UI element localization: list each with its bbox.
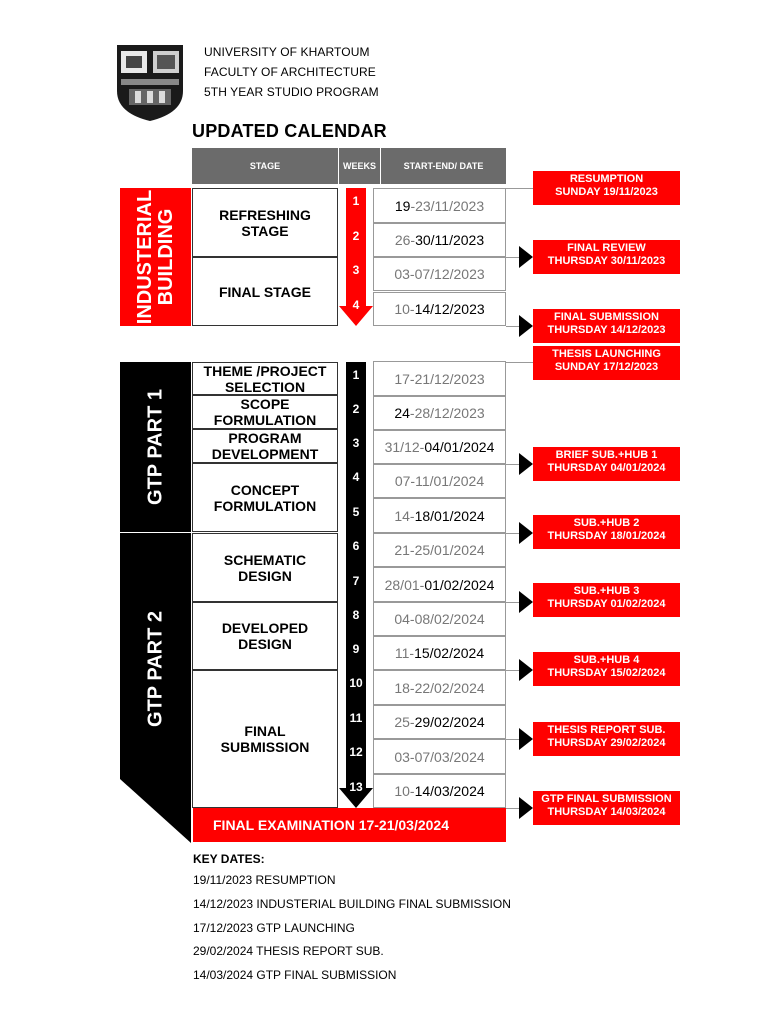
note-resumption: RESUMPTION SUNDAY 19/11/2023 <box>533 171 680 205</box>
note-sub-hub-3: SUB.+HUB 3 THURSDAY 01/02/2024 <box>533 583 680 617</box>
stage-concept-formulation: CONCEPT FORMULATION <box>192 463 338 532</box>
week-number: 11 <box>349 711 363 725</box>
week-date: 24 -28/12/2023 <box>373 396 506 430</box>
pointer-arrow-icon <box>519 797 533 819</box>
week-date: 25- 29/02/2024 <box>373 705 506 739</box>
note-thesis-report-sub: THESIS REPORT SUB. THURSDAY 29/02/2024 <box>533 722 680 756</box>
week-date: 03-07/12/2023 <box>373 257 506 291</box>
institution-line-2: FACULTY OF ARCHITECTURE <box>204 65 376 79</box>
week-number: 1 <box>352 368 360 382</box>
pointer-arrow-icon <box>519 659 533 681</box>
week-date: 19 -23/11/2023 <box>373 188 506 223</box>
group-label: GTP PART 2 <box>144 611 166 728</box>
week-date: 17-21/12/2023 <box>373 361 506 396</box>
week-date: 18-22/02/2024 <box>373 670 506 705</box>
stage-developed-design: DEVELOPED DESIGN <box>192 602 338 670</box>
stage-schematic-design: SCHEMATIC DESIGN <box>192 533 338 602</box>
header-date: START-END/ DATE <box>381 148 506 185</box>
note-thesis-launching: THESIS LAUNCHING SUNDAY 17/12/2023 <box>533 346 680 380</box>
header-weeks: WEEKS <box>339 148 380 185</box>
note-final-submission: FINAL SUBMISSION THURSDAY 14/12/2023 <box>533 309 680 343</box>
week-number: 10 <box>349 676 363 690</box>
pointer-arrow-icon <box>519 453 533 475</box>
key-date-item: 17/12/2023 GTP LAUNCHING <box>193 921 355 935</box>
institution-line-1: UNIVERSITY OF KHARTOUM <box>204 45 370 59</box>
note-sub-hub-4: SUB.+HUB 4 THURSDAY 15/02/2024 <box>533 652 680 686</box>
pointer-arrow-icon <box>519 246 533 268</box>
week-number: 4 <box>352 470 360 484</box>
week-date: 11- 15/02/2024 <box>373 636 506 670</box>
week-date: 26- 30/11/2023 <box>373 223 506 257</box>
connector <box>506 362 536 363</box>
week-number: 3 <box>352 436 360 450</box>
note-final-review: FINAL REVIEW THURSDAY 30/11/2023 <box>533 240 680 274</box>
week-date: 10- 14/03/2024 <box>373 774 506 808</box>
key-date-item: 19/11/2023 RESUMPTION <box>193 873 336 887</box>
week-date: 07-11/01/2024 <box>373 464 506 498</box>
week-number: 9 <box>352 642 360 656</box>
page-title: UPDATED CALENDAR <box>192 121 387 141</box>
stage-refreshing: REFRESHING STAGE <box>192 188 338 257</box>
connector <box>506 188 536 189</box>
key-date-item: 14/03/2024 GTP FINAL SUBMISSION <box>193 968 397 982</box>
key-date-item: 14/12/2023 INDUSTERIAL BUILDING FINAL SUBMISSION <box>193 897 511 911</box>
institution-line-3: 5TH YEAR STUDIO PROGRAM <box>204 85 379 99</box>
group-gtp-part-2 <box>120 533 191 843</box>
week-number: 13 <box>349 780 363 794</box>
group-gtp-part-1 <box>120 362 191 532</box>
week-date: 14- 18/01/2024 <box>373 498 506 533</box>
stage-final: FINAL STAGE <box>192 257 338 326</box>
week-date: 31/12- 04/01/2024 <box>373 430 506 464</box>
week-number: 6 <box>352 539 360 553</box>
week-number: 3 <box>352 263 360 277</box>
pointer-arrow-icon <box>519 522 533 544</box>
header-stage: STAGE <box>192 148 338 185</box>
key-dates-title: KEY DATES: <box>193 852 265 866</box>
final-examination-bar: FINAL EXAMINATION 17-21/03/2024 <box>193 808 506 842</box>
stage-scope-formulation: SCOPE FORMULATION <box>192 395 338 429</box>
group-label: GTP PART 1 <box>144 389 166 505</box>
week-date: 10- 14/12/2023 <box>373 292 506 326</box>
note-sub-hub-2: SUB.+HUB 2 THURSDAY 18/01/2024 <box>533 515 680 549</box>
note-brief-sub-hub-1: BRIEF SUB.+HUB 1 THURSDAY 04/01/2024 <box>533 447 680 481</box>
pointer-arrow-icon <box>519 728 533 750</box>
university-logo <box>115 43 185 123</box>
week-number: 2 <box>352 402 360 416</box>
week-number: 4 <box>352 298 360 312</box>
stage-program-development: PROGRAM DEVELOPMENT <box>192 429 338 463</box>
stage-final-submission: FINAL SUBMISSION <box>192 670 338 808</box>
week-number: 2 <box>352 229 360 243</box>
week-number: 8 <box>352 608 360 622</box>
note-gtp-final-submission: GTP FINAL SUBMISSION THURSDAY 14/03/2024 <box>533 791 680 825</box>
stage-theme-project-selection: THEME /PROJECT SELECTION <box>192 362 338 395</box>
week-date: 21-25/01/2024 <box>373 533 506 567</box>
week-number: 5 <box>352 505 360 519</box>
week-date: 03-07/03/2024 <box>373 739 506 774</box>
week-date: 04-08/02/2024 <box>373 602 506 636</box>
pointer-arrow-icon <box>519 315 533 337</box>
key-date-item: 29/02/2024 THESIS REPORT SUB. <box>193 944 384 958</box>
group-industrial-building <box>120 188 191 326</box>
week-number: 12 <box>349 745 363 759</box>
week-number: 1 <box>352 194 360 208</box>
week-date: 28/01- 01/02/2024 <box>373 567 506 602</box>
week-number: 7 <box>352 574 360 588</box>
group-label: INDUSTERIAL BUILDING <box>133 189 177 325</box>
pointer-arrow-icon <box>519 591 533 613</box>
